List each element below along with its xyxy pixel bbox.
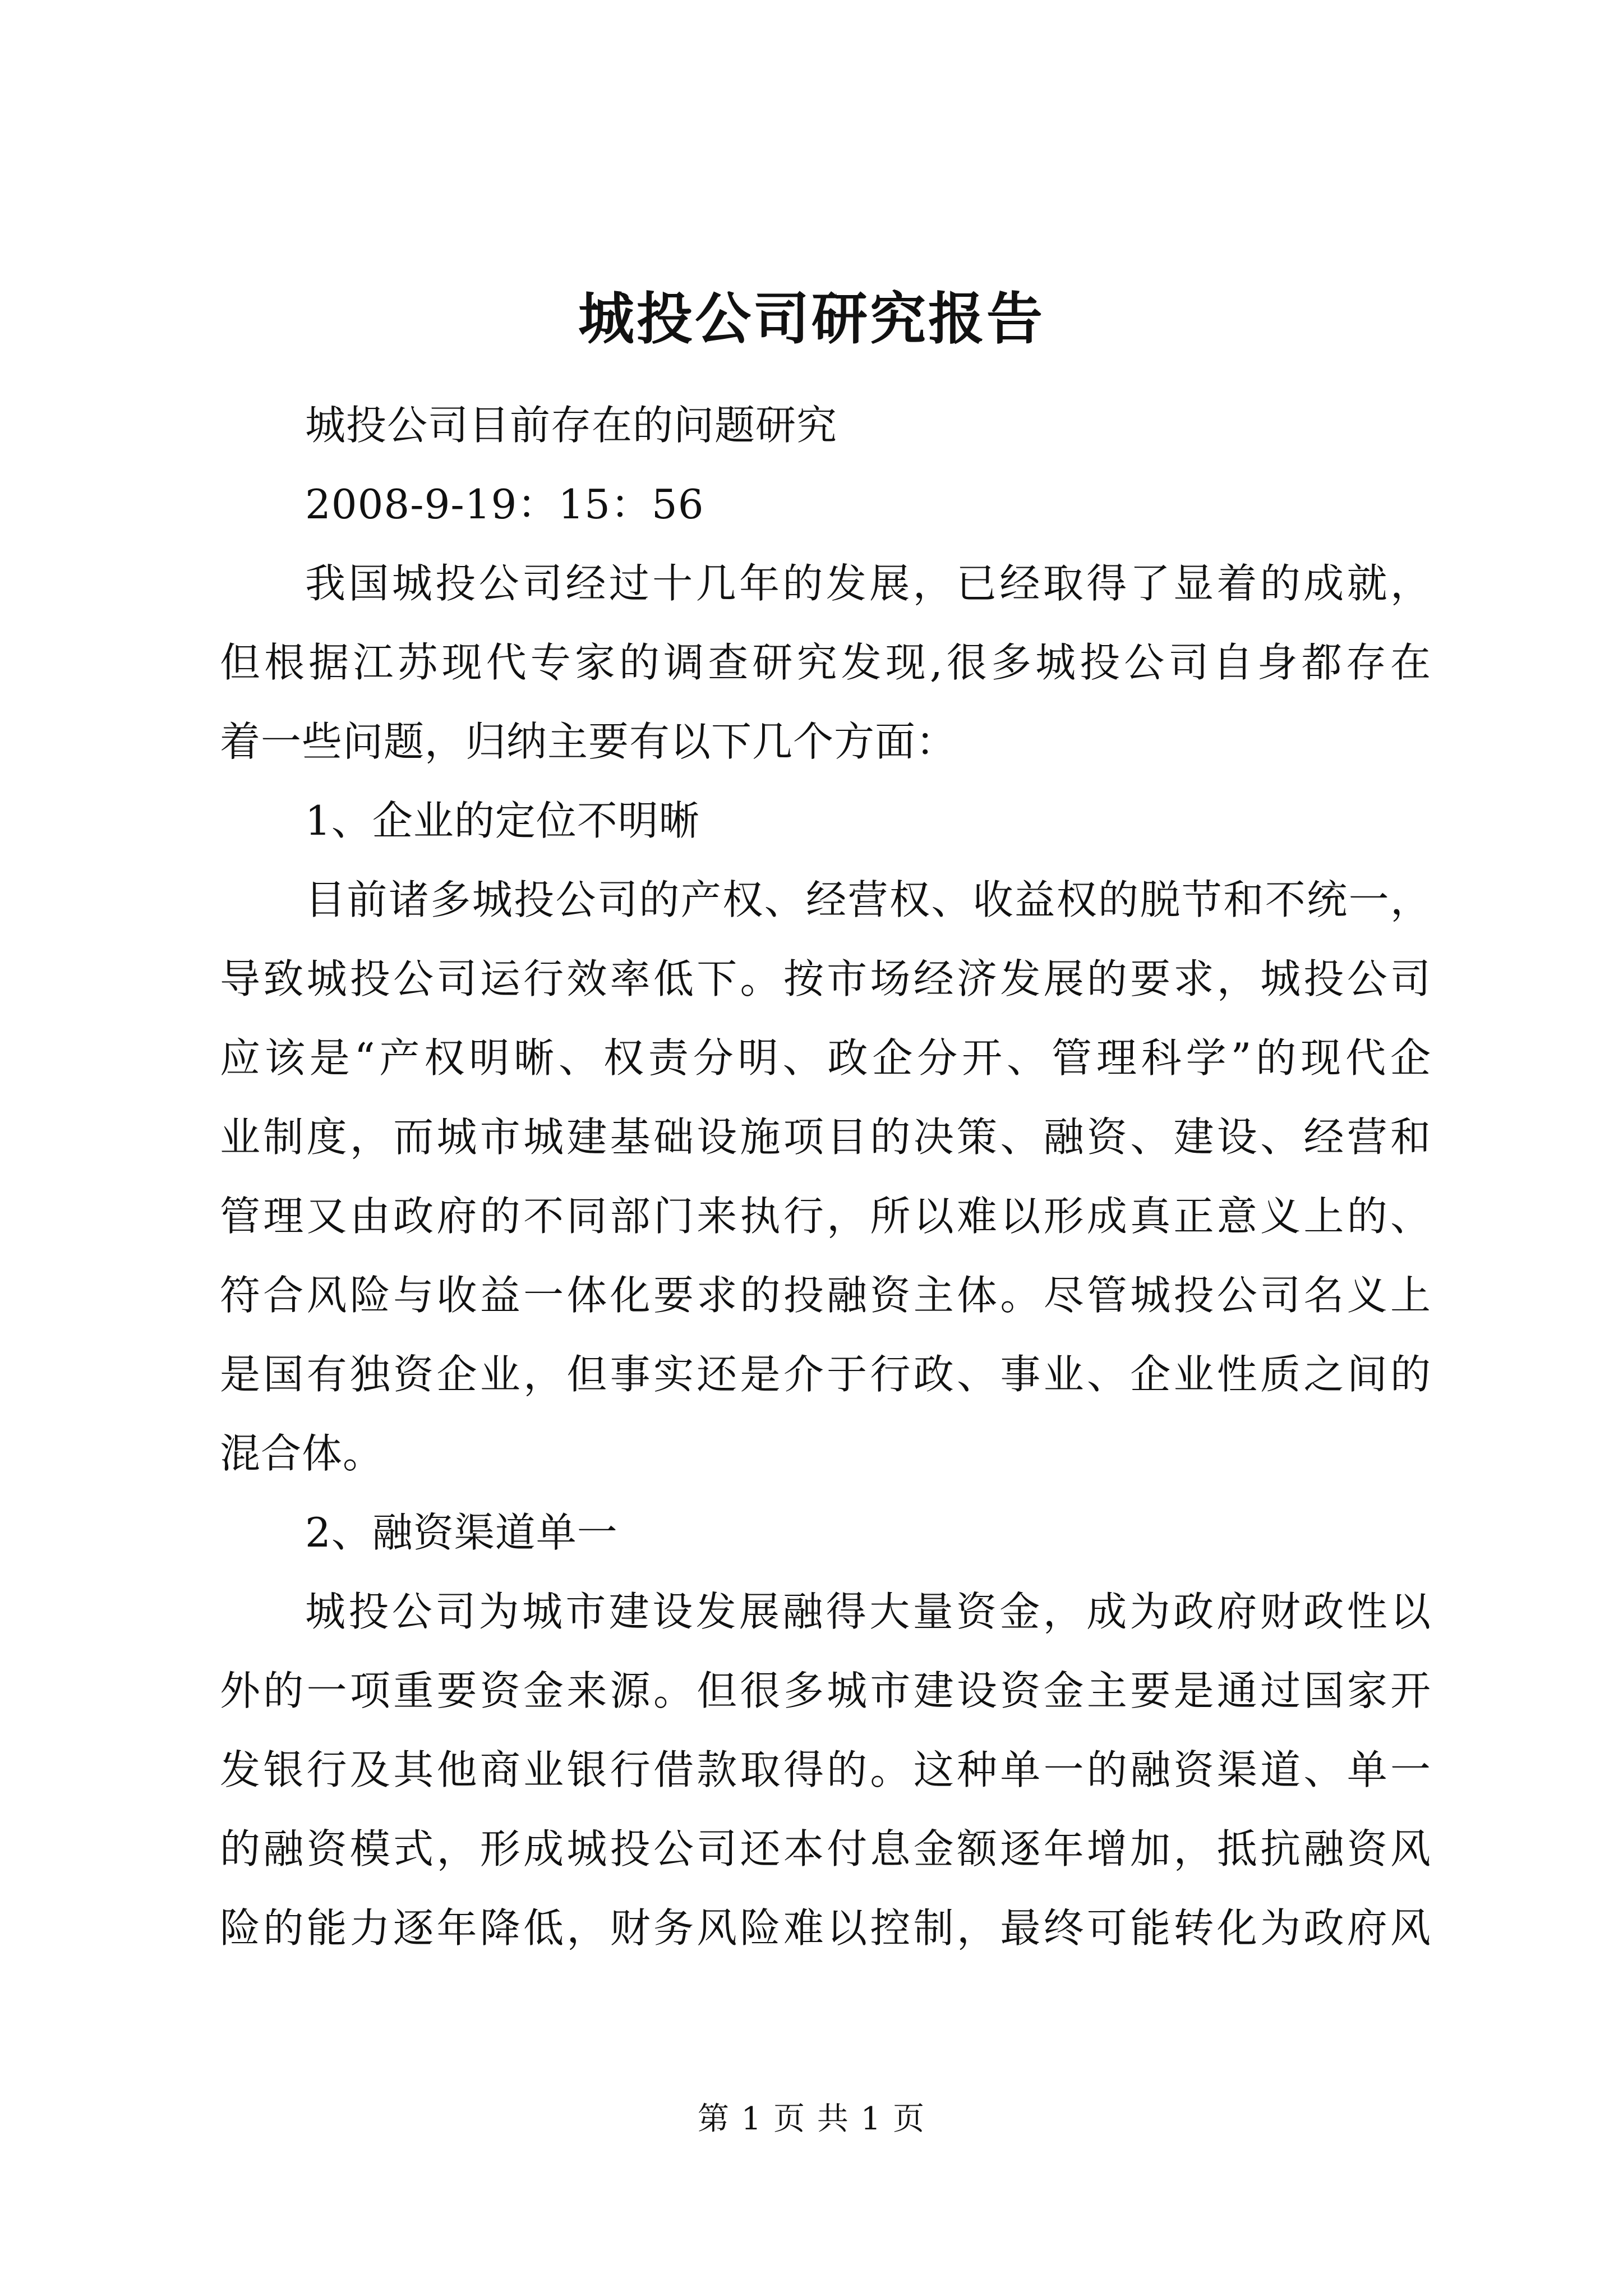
document-body — [220, 386, 1431, 1968]
paragraph-line: 外的一项重要资金来源。但很多城市建设资金主要是通过国家开 — [220, 1667, 1431, 1714]
paragraph-line: 的融资模式，形成城投公司还本付息金额逐年增加，抵抗融资风 — [220, 1825, 1431, 1872]
paragraph-line: 业制度，而城市城建基础设施项目的决策、融资、建设、经营和 — [220, 1114, 1431, 1161]
section-heading: 1、企业的定位不明晰 — [305, 797, 700, 844]
document-title: 城投公司研究报告 — [578, 286, 1045, 352]
page-footer: 第 1 页 共 1 页 — [697, 2101, 926, 2137]
paragraph-line: 应该是“产权明晰、权责分明、政企分开、管理科学”的现代企 — [220, 1034, 1431, 1082]
paragraph-line: 导致城投公司运行效率低下。按市场经济发展的要求，城投公司 — [220, 955, 1431, 1002]
paragraph-line: 管理又由政府的不同部门来执行，所以难以形成真正意义上的、 — [220, 1193, 1431, 1240]
paragraph-line: 目前诸多城投公司的产权、经营权、收益权的脱节和不统一， — [305, 876, 1431, 923]
paragraph-line: 混合体。 — [220, 1430, 384, 1477]
paragraph-line: 城投公司为城市建设发展融得大量资金，成为政府财政性以 — [305, 1588, 1431, 1635]
paragraph-line: 险的能力逐年降低，财务风险难以控制，最终可能转化为政府风 — [220, 1904, 1431, 1952]
date-line: 2008-9-19：15：56 — [305, 481, 704, 528]
section-heading: 2、融资渠道单一 — [305, 1509, 618, 1556]
paragraph-line: 发银行及其他商业银行借款取得的。这种单一的融资渠道、单一 — [220, 1746, 1431, 1793]
paragraph-line: 是国有独资企业，但事实还是介于行政、事业、企业性质之间的 — [220, 1351, 1431, 1398]
paragraph-line: 我国城投公司经过十几年的发展，已经取得了显着的成就， — [305, 560, 1431, 607]
paragraph-line: 符合风险与收益一体化要求的投融资主体。尽管城投公司名义上 — [220, 1272, 1431, 1319]
subtitle-line: 城投公司目前存在的问题研究 — [305, 402, 838, 449]
paragraph-line: 着一些问题，归纳主要有以下几个方面： — [220, 718, 957, 765]
paragraph-line: 但根据江苏现代专家的调查研究发现,很多城投公司自身都存在 — [220, 639, 1431, 686]
